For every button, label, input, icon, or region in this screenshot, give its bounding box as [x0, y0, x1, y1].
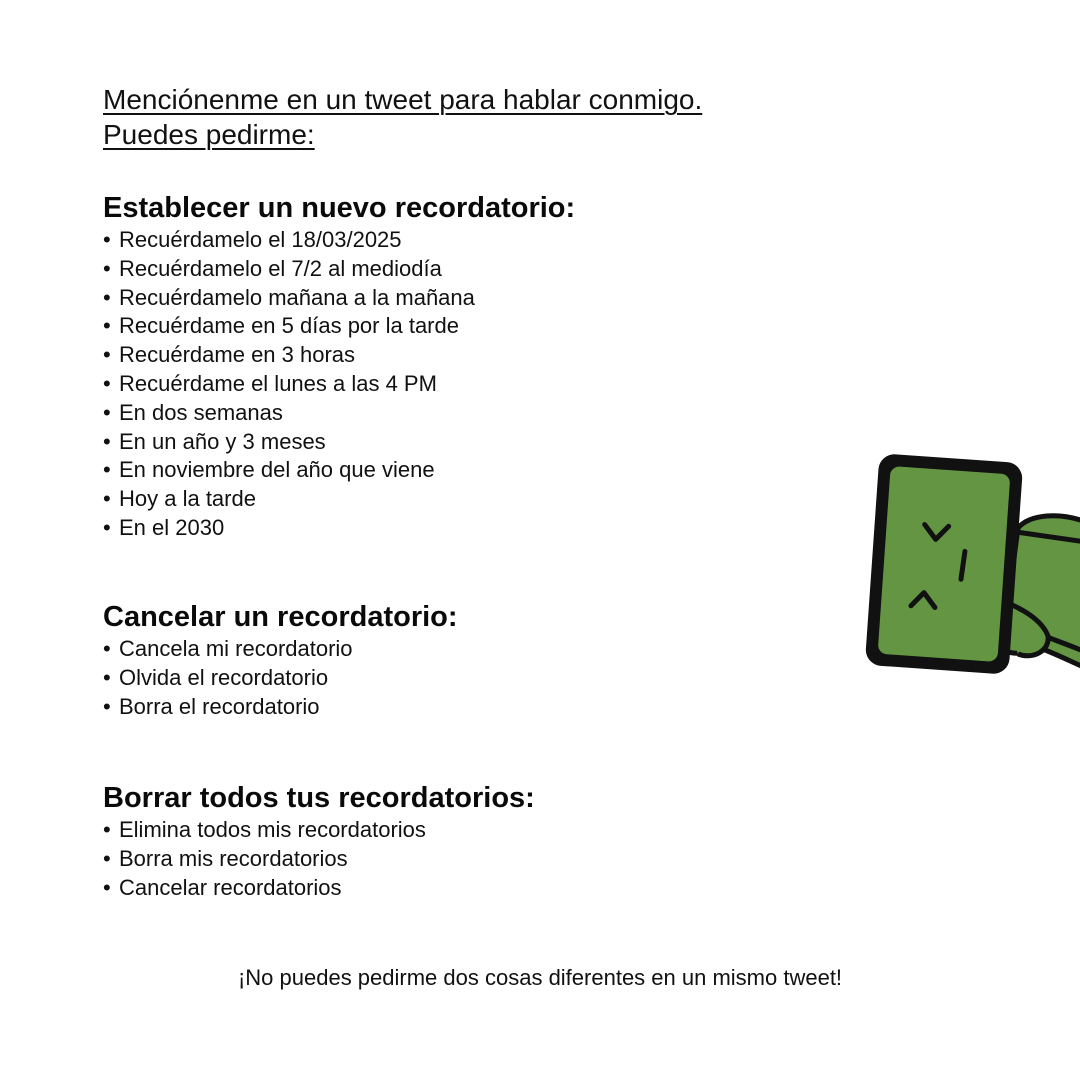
bullet: • [103, 514, 111, 540]
list-item-text: Recuérdamelo mañana a la mañana [119, 284, 475, 310]
bullet: • [103, 370, 111, 396]
hand-holding-phone-icon [850, 440, 1080, 690]
list-item-text: Recuérdame el lunes a las 4 PM [119, 370, 437, 396]
list-item-text: En un año y 3 meses [119, 428, 326, 454]
intro-text [103, 82, 702, 152]
list-item-text: Hoy a la tarde [119, 486, 256, 512]
list-item-text: Recuérdame en 3 horas [119, 342, 356, 368]
list-item-text: En dos semanas [119, 399, 283, 425]
clear-all-reminders-list [103, 816, 535, 902]
bullet: • [103, 693, 111, 719]
bullet: • [103, 255, 111, 281]
list-item [103, 635, 458, 664]
list-item-text: Recuérdame en 5 días por la tarde [119, 313, 459, 339]
list-item-text: En noviembre del año que viene [119, 457, 435, 483]
list-item [103, 399, 575, 428]
bullet: • [103, 664, 111, 690]
section-title-clear-all-reminders: Borrar todos tus recordatorios: [103, 782, 535, 814]
list-item-text: Elimina todos mis recordatorios [119, 817, 426, 842]
list-item-text: Cancelar recordatorios [119, 874, 342, 900]
list-item [103, 693, 458, 722]
list-item [103, 370, 575, 399]
list-item [103, 341, 575, 370]
list-item-text: Cancela mi recordatorio [119, 636, 353, 661]
section-clear-all-reminders [103, 780, 535, 902]
bullet: • [103, 313, 111, 339]
bullet: • [103, 227, 111, 252]
list-item [103, 816, 535, 845]
bullet: • [103, 817, 111, 842]
list-item [103, 312, 575, 341]
bullet: • [103, 457, 111, 483]
bullet: • [103, 845, 111, 871]
bullet: • [103, 399, 111, 425]
intro-line-2: Puedes pedirme: [103, 119, 315, 150]
list-item [103, 845, 535, 874]
list-item-text: Borra mis recordatorios [119, 845, 348, 871]
list-item [103, 226, 575, 255]
bullet: • [103, 284, 111, 310]
list-item [103, 485, 575, 514]
cancel-reminder-list [103, 635, 458, 721]
list-item-text: Recuérdamelo el 18/03/2025 [119, 227, 402, 252]
list-item [103, 664, 458, 693]
bullet: • [103, 342, 111, 368]
list-item [103, 255, 575, 284]
list-item-text: Borra el recordatorio [119, 693, 320, 719]
list-item-text: En el 2030 [119, 514, 225, 540]
set-reminder-list [103, 226, 575, 543]
footer-note: ¡No puedes pedirme dos cosas diferentes en un mismo tweet! [237, 965, 843, 990]
bullet: • [103, 428, 111, 454]
section-title-cancel-reminder: Cancelar un recordatorio: [103, 601, 458, 633]
section-set-reminder [103, 190, 575, 543]
list-item [103, 456, 575, 485]
section-cancel-reminder [103, 599, 458, 721]
list-item-text: Olvida el recordatorio [119, 664, 329, 690]
bullet: • [103, 486, 111, 512]
list-item [103, 284, 575, 313]
section-title-set-reminder: Establecer un nuevo recordatorio: [103, 192, 576, 224]
bullet: • [103, 636, 111, 661]
list-item [103, 428, 575, 457]
intro-line-1: Menciónenme en un tweet para hablar conmigo. [103, 84, 703, 115]
bullet: • [103, 874, 111, 900]
list-item [103, 874, 535, 903]
list-item-text: Recuérdamelo el 7/2 al mediodía [119, 255, 442, 281]
list-item [103, 514, 575, 543]
